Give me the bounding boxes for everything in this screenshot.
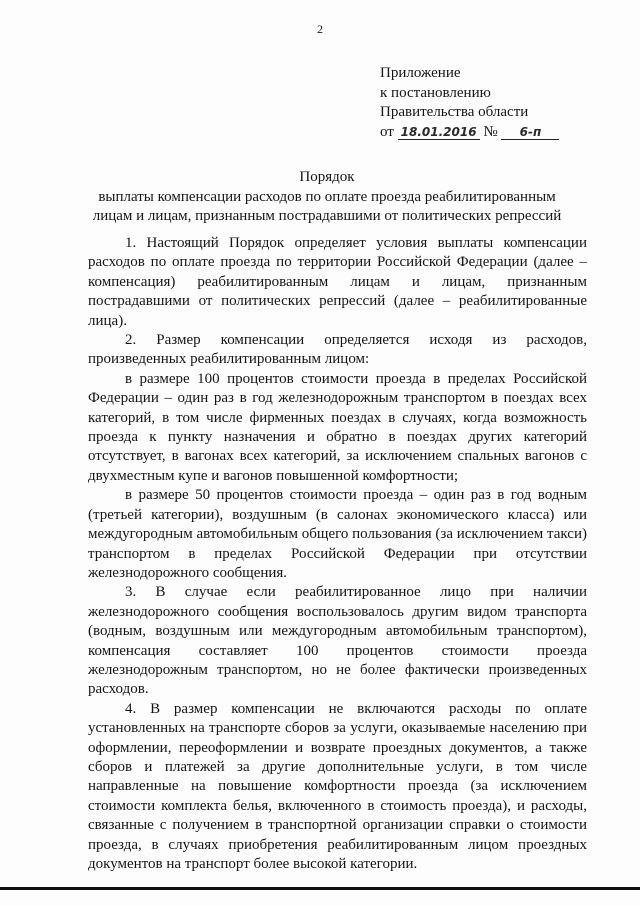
title-heading: Порядок (299, 169, 355, 185)
title-line-1: выплаты компенсации расходов по оплате проезда реабилитированным (98, 188, 556, 205)
appendix-date-line (380, 123, 559, 143)
appendix-block (380, 64, 559, 142)
scan-bottom-edge (0, 887, 640, 890)
paragraph-2-item-1: в размере 100 процентов стоимости проезда в пределах Российской Федерации – один раз в год железнодорожным транспортом в поездах всех категорий, в том числе фирменных поездах в случаях, когда возможность проезда к пункту назначения и обратно в поездах других категорий отсутствует, в вагонах всех категорий, за исключением спальных вагонов с двухместным купе и вагонов повышенной комфортности; (88, 370, 587, 484)
paragraph-1: 1. Настоящий Порядок определяет условия выплаты компенсации расходов по оплате проезда по территории Российской Федерации (далее – компенсация) реабилитированным лицам и лицам, признанным пострадавшими от политических репрессий (далее – реабилитированные лица). (88, 235, 587, 329)
appendix-line-2: к постановлению (380, 84, 491, 101)
number-label: № (483, 123, 498, 140)
document-body (88, 234, 587, 874)
paragraph-2-item-2: в размере 50 процентов стоимости проезда – один раз в год водным (третьей категории), воздушным (в салонах экономического класса) или междугородным автомобильным общего пользования (за исключением такси) транспортом в пределах Российской Федерации при отсутствии железнодорожного сообщения. (88, 487, 587, 581)
paragraph-3: 3. В случае если реабилитированное лицо при наличии железнодорожного сообщения воспользовалось другим видом транспорта (водным, воздушным или междугородным автомобильным транспортом), компенсация составляет 100 процентов стоимости проезда железнодорожным транспортом, но не более фактически произведенных расходов. (88, 584, 587, 698)
paragraph-2: 2. Размер компенсации определяется исходя из расходов, произведенных реабилитированным лицом: (88, 332, 587, 368)
title-line-2: лицам и лицам, признанным пострадавшими от политических репрессий (92, 208, 562, 224)
from-label: от (380, 123, 394, 140)
page-number: 2 (317, 22, 323, 36)
document-title (60, 168, 594, 227)
appendix-line-3: Правительства области (380, 104, 529, 120)
handwritten-number: 6-п (501, 125, 559, 140)
paragraph-4: 4. В размер компенсации не включаются расходы по оплате установленных на транспорте сборов за услуги, оказываемые населению при оформлении, переоформлении и возврате проездных документов, а также сборов и платежей за другие дополнительные услуги, в том числе направленные на повышение комфортности проезда (за исключением стоимости комплекта белья, включенного в стоимость проезда), и расходы, связанные с получением в транспортной организации справки о стоимости проезда, в случаях приобретения реабилитированным лицом проездных документов на транспорт более высокой категории. (88, 700, 587, 872)
appendix-line-1: Приложение (380, 65, 461, 81)
handwritten-date: 18.01.2016 (398, 125, 480, 140)
